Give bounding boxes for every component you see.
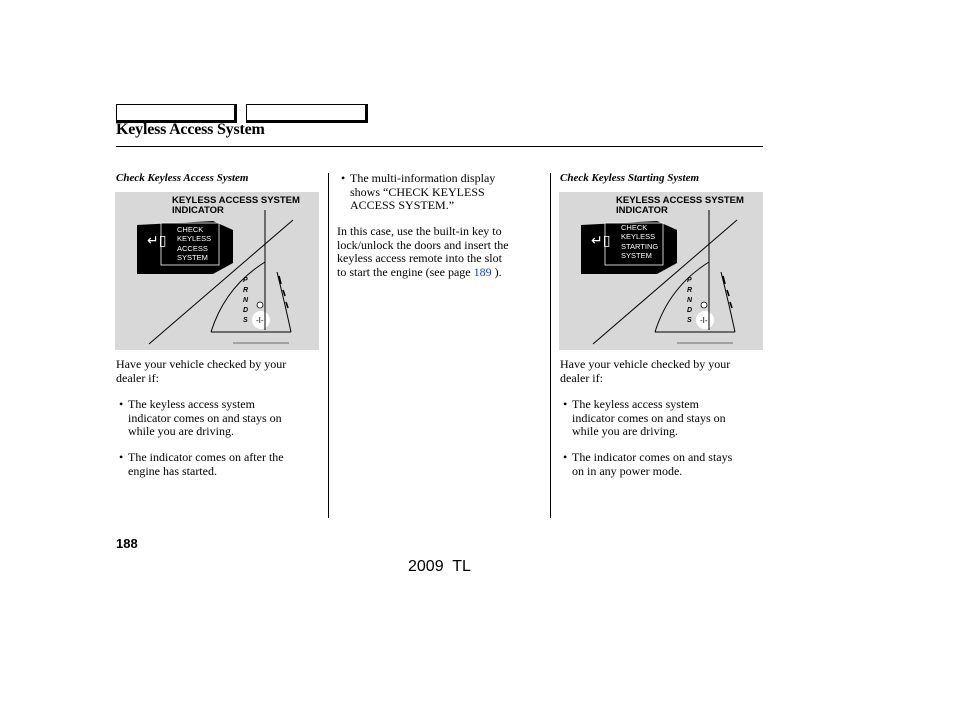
list-item: • The keyless access system indicator comes on and stays on while you are driving.	[563, 397, 726, 438]
ignition-key-icon: -I-	[256, 316, 264, 325]
figure-caption-right: Check Keyless Starting System	[560, 172, 700, 184]
gear-s: S	[687, 317, 692, 324]
ignition-key-icon: -I-	[700, 316, 708, 325]
keyless-starting-indicator-figure	[559, 192, 763, 350]
gear-p: P	[243, 277, 248, 284]
figure-caption-left: Check Keyless Access System	[116, 172, 249, 184]
indicator-label: KEYLESS ACCESS SYSTEM INDICATOR	[616, 195, 744, 216]
list-item: • The indicator comes on after the engine has started.	[119, 450, 284, 478]
gear-p: P	[687, 277, 692, 284]
display-line-1: CHECK	[177, 225, 204, 234]
gear-n: N	[243, 297, 249, 304]
display-line-4: SYSTEM	[621, 251, 652, 260]
keyless-warning-icon: ↵▯	[591, 233, 611, 249]
gear-r: R	[243, 287, 249, 294]
multi-information-display	[137, 221, 233, 274]
keyless-warning-icon: ↵▯	[147, 233, 167, 249]
title-divider	[116, 146, 763, 147]
list-item: • The keyless access system indicator comes on and stays on while you are driving.	[119, 397, 282, 438]
gear-s: S	[243, 317, 248, 324]
display-line-4: SYSTEM	[177, 253, 208, 262]
gear-r: R	[687, 287, 693, 294]
display-line-3: STARTING	[621, 242, 659, 251]
display-line-2: KEYLESS	[621, 232, 656, 241]
display-line-2: KEYLESS	[177, 234, 212, 243]
list-item: • The indicator comes on and stays on in any power mode.	[563, 450, 733, 478]
gear-d: D	[243, 307, 249, 314]
gear-indicator	[687, 277, 693, 324]
keyless-access-indicator-figure	[115, 192, 319, 350]
multi-information-display	[581, 221, 677, 274]
page-number: 188	[116, 536, 138, 551]
page-title: Keyless Access System	[116, 121, 265, 138]
gear-n: N	[687, 297, 693, 304]
column-divider-right	[550, 173, 551, 518]
gear-indicator	[243, 277, 249, 324]
intro-text-left: Have your vehicle checked by your dealer if:	[116, 357, 287, 385]
model-label: 2009 TL	[408, 558, 471, 575]
instruction-paragraph: In this case, use the built-in key to lock/unlock the doors and insert the keyless access remote into the slot to start the engine (see page 189 ).	[337, 224, 509, 279]
column-divider-left	[328, 173, 329, 518]
gear-d: D	[687, 307, 693, 314]
intro-text-right: Have your vehicle checked by your dealer if:	[560, 357, 731, 385]
indicator-label: KEYLESS ACCESS SYSTEM INDICATOR	[172, 195, 300, 216]
display-line-3: ACCESS	[177, 244, 208, 253]
list-item: • The multi-information display shows “CHECK KEYLESS ACCESS SYSTEM.”	[341, 171, 496, 212]
display-line-1: CHECK	[621, 223, 648, 232]
page-reference-link[interactable]: 189	[473, 264, 492, 279]
